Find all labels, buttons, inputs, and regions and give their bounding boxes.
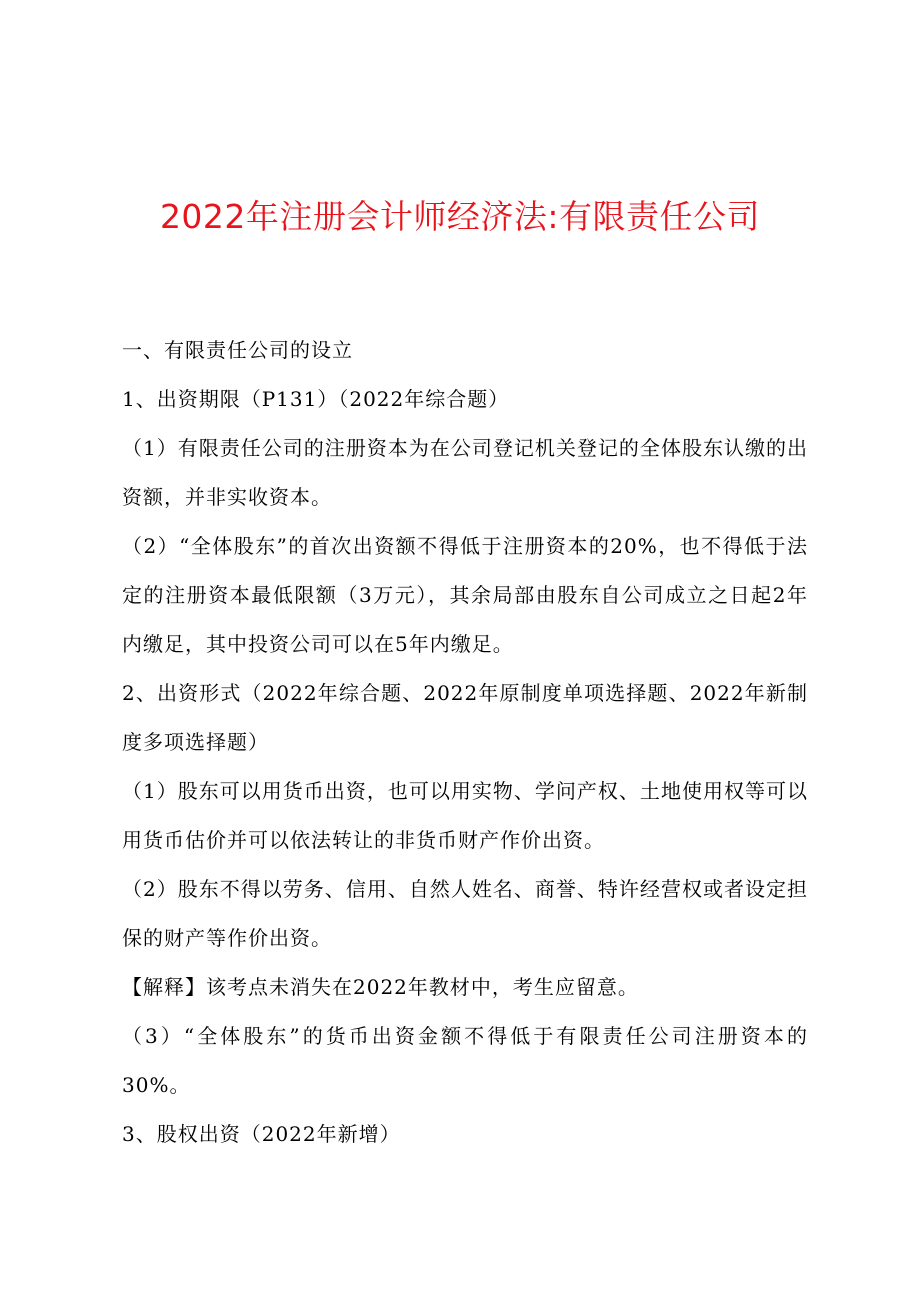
subsection-heading: 3、股权出资（2022年新增） <box>122 1122 401 1146</box>
paragraph: （3）“全体股东”的货币出资金额不得低于有限责任公司注册资本的30%。 <box>122 1024 808 1097</box>
paragraph: （1）股东可以用货币出资，也可以用实物、学问产权、土地使用权等可以用货币估价并可以依法转让的非货币财产作价出资。 <box>122 779 808 852</box>
subsection-heading: 2、出资形式（2022年综合题、2022年原制度单项选择题、2022年新制度多项选择题） <box>122 681 808 754</box>
document-body <box>122 326 808 1159</box>
paragraph: （1）有限责任公司的注册资本为在公司登记机关登记的全体股东认缴的出资额，并非实收资本。 <box>122 436 808 509</box>
paragraph: （2）股东不得以劳务、信用、自然人姓名、商誉、特许经营权或者设定担保的财产等作价出资。 <box>122 877 808 950</box>
subsection-heading: 1、出资期限（P131）（2022年综合题） <box>122 387 510 411</box>
document-title: 2022年注册会计师经济法:有限责任公司 <box>159 197 761 236</box>
explanation-note: 【解释】该考点未消失在2022年教材中，考生应留意。 <box>122 975 639 999</box>
paragraph: （2）“全体股东”的首次出资额不得低于注册资本的20%，也不得低于法定的注册资本最低限额（3万元），其余局部由股东自公司成立之日起2年内缴足，其中投资公司可以在5年内缴足。 <box>122 534 808 656</box>
section-heading: 一、有限责任公司的设立 <box>122 338 353 362</box>
